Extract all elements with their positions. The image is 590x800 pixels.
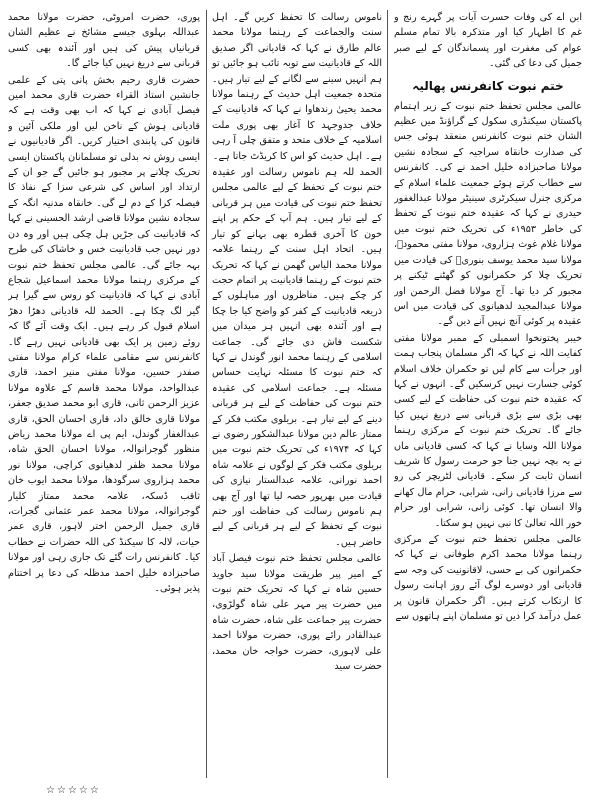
paragraph: عالمی مجلس تحفظ ختم نبوت کے مرکزی رہنما مولانا محمد اکرم طوفانی نے کہا کہ حکمرانوں کی بے حسی، لاقانونیت کی وجہ سے قادیانی اور دوسرے لوگ آئے روز اہانت رسول کا ارتکاب کرتے ہیں۔ اگر حکمران قانون پر عمل درآمد کرا دیں تو مسلمان اپنے ہاتھوں سے — [394, 534, 582, 623]
paragraph: پوری، حضرت امروٹی، حضرت مولانا محمد عبداللہ بہلوی جیسے مشائخ نے عظیم الشان قربانیاں پیش کی ہیں اور آئندہ بھی کسی قربانی سے دریغ نہیں کیا جائے گا۔ — [8, 12, 200, 70]
paragraph: عالمی مجلس تحفظ ختم نبوت کے زیر اہتمام پاکستان سیکنڈری سکول کے گراؤنڈ میں عظیم الشان ختم نبوت کانفرنس منعقد ہوئی جس کی صدارت خانقاہ سراجیہ کے سجادہ نشین مولانا صاحبزادہ خلیل احمد نے کی۔ کانفرنس سے خطاب کرتے ہوئے جمعیت علماء اسلام کے مرکزی جنرل سیکرٹری سینیٹر مولانا عبدالغفور حیدری نے کہا کہ عقیدہ ختم نبوت کے تحفظ کی خاطر ۱۹۵۳ء کی تحریک ختم نبوت میں مولانا غلام غوث ہزاروی، مولانا مفتی محمودؒ، مولانا سید محمد یوسف بنوریؒ کی قیادت میں تحریک چلا کر حکمرانوں کو گھٹنے ٹیکنے پر مجبور کر دیا تھا۔ آج مولانا فضل الرحمن اور مولانا عبدالمجید لدھیانوی کی قیادت میں اس عقیدہ پر کوئی آنچ نہیں آنے دیں گے۔ — [394, 100, 582, 328]
paragraph: ناموس رسالت کا تحفظ کریں گے۔ اہل سنت والجماعت کے رہنما مولانا محمد عالم طارق نے کہا کہ قادیانی اگر صدیق اللہ کے قادیانیت سے توبہ تائب ہو جائیں تو ہم انہیں سینے سے لگانے کے لیے تیار ہیں۔ متحدہ جمعیت اہل حدیث کے رہنما مولانا محمد یحییٰ رندھاوا نے کہا کہ قادیانیت کے خلاف جدوجہد کا آغاز بھی پوری ملت اسلامیہ کے خلاف متحد و متفق چلی آ رہی ہے۔ اہل حدیث کو اس کا کریڈٹ جاتا ہے۔ — [212, 12, 382, 162]
section-heading: ختم نبوت کانفرنس پھالیہ — [412, 78, 564, 93]
column-left — [8, 10, 200, 778]
paragraph: الحمد للہ ہم ناموس رسالت اور عقیدہ ختم نبوت کے تحفظ کے لیے عالمی مجلس تحفظ ختم نبوت کی قیادت میں ہر قربانی کے لیے تیار ہیں۔ ہم آپ کے حکم پر اپنے خون کا آخری قطرہ بھی بہانے کو تیار ہیں۔ اتحاد اہل سنت کے رہنما علامہ مولانا محمد الیاس گھمن نے کہا کہ تحریک ختم نبوت کے رہنما قادیانیت پر اتمام حجت کر چکے ہیں۔ مناظروں اور مباہلوں کے ذریعہ قادیانیت کے کفر کو واضح کیا جا چکا ہے اور آئندہ بھی انہیں ہر میدان میں شکست فاش دی جائے گی۔ جماعت اسلامی کے رہنما محمد انور گوندل نے کہا کہ ختم نبوت کا مسئلہ نہایت حساس مسئلہ ہے۔ جماعت اسلامی کی عقیدہ ختم نبوت کی حفاظت کے لیے ہر قربانی دینے کے لیے تیار ہے۔ بریلوی مکتب فکر کے ممتاز عالم دین مولانا عبدالشکور رضوی نے کہا کہ ۱۹۷۴ء کی تحریک ختم نبوت میں بریلوی مکتب فکر کے لوگوں نے علامہ شاہ احمد نورانی، علامہ عبدالستار نیازی کی قیادت میں بھرپور حصہ لیا تھا اور آج بھی ہم ناموس رسالت کی حفاظت اور ختم نبوت کے تحفظ کے لیے ہر قربانی کے لیے حاضر ہیں۔ — [212, 167, 382, 548]
end-marker-stars: ☆☆☆☆☆ — [46, 785, 101, 796]
paragraph: حضرت قاری رحیم بخش پانی پتی کے علمی جانشین استاد القراء حضرت قاری محمد امین فیصل آبادی نے کہا کہ اب بھی وقت ہے کہ قادیانی ہوش کے ناخن لیں اور ملکی آئین و قانون کی پابندی اختیار کریں۔ اگر قادیانیوں نے ایسی روش نہ بدلی تو مسلمانان پاکستان ایسی تحریک چلانے پر مجبور ہو جائیں گے جو ان کے ارتداد اور اساس کی شرعی سزا کے نفاذ کا فیصلہ کرا کے دم لے گی۔ خانقاہ مدنیہ انگہ کے سجادہ نشین مولانا قاضی ارشد الحسینی نے کہا کہ قادیانیت کی جڑیں ہل چکی ہیں اور وہ دن دور نہیں جب قادیانیت خس و خاشاک کی طرح بہہ جائے گی۔ عالمی مجلس تحفظ ختم نبوت کے مرکزی رہنما مولانا محمد اسماعیل شجاع آبادی نے کہا کہ قادیانیت کو روس سے گیرا ہر گیر لگ چکا ہے۔ الحمد للہ قادیانی دھڑا دھڑ اسلام قبول کر رہے ہیں۔ ایک وقت آئے گا کہ روئے زمین پر ایک بھی قادیانی نہیں رہے گا۔ کانفرنس سے مقامی علماء کرام مولانا مفتی صفدر حسین، مولانا مفتی منیر احمد، قاری عبدالواحد، مولانا محمد قاسم کے علاوہ مولانا عزیز الرحمن ثانی، قاری ابو محمد صدیق جعفر، مولانا قاری خالق داد، قاری احسان الحق، قاری عبدالغفار گوندل، ایم پی اے مولانا محمد ریاض منظور گوجرانوالہ، مولانا احسان الحق شاہ، مولانا محمد ظفر لدھیانوی کراچی، مولانا نور محمد ہزاروی سرگودھا، مولانا محمد ایوب خان ثاقب ڈسکہ، علامہ محمد ممتاز کلیار گوجرانوالہ، مولانا محمد عمر عثمانی گجرات، قاری جمیل الرحمن اختر لاہور، قاری عمر حیات، لالہ کا سیکنڈ کی اللہ حضرات نے خطاب کیا۔ کانفرنس رات گئے تک جاری رہی اور مولانا صاحبزادہ خلیل احمد مدظلہ کی دعا پر اختتام پذیر ہوئی۔ — [8, 74, 200, 595]
paragraph: عالمی مجلس تحفظ ختم نبوت فیصل آباد کے امیر پیر طریقت مولانا سید جاوید حسین شاہ نے کہا کہ تحریک ختم نبوت میں حضرت پیر مہر علی شاہ گولڑوی، حضرت پیر جماعت علی شاہ، حضرت شاہ عبدالقادر رائے پوری، حضرت مولانا احمد علی لاہوری، حضرت خواجہ خان محمد، حضرت سید — [212, 553, 382, 673]
article-columns — [8, 10, 582, 778]
paragraph: خیبر پختونخوا اسمبلی کے ممبر مولانا مفتی کفایت اللہ نے کہا کہ اگر مسلمان پنجاب ہمت اور جرأت سے کام لیں تو حکمران خلاف اسلام کوئی جسارت نہیں کرسکیں گے۔ انہوں نے کہا کہ عقیدہ ختم نبوت کی حفاظت کے لیے کسی بھی بڑی سے بڑی قربانی سے دریغ نہیں کیا جائے گا۔ تحریک ختم نبوت کے مرکزی رہنما مولانا اللہ وسایا نے کہا کہ کسی قادیانی ماں نے یہ بچہ نہیں جنا جو حرمت رسول کا شریف انسان ثابت کر سکے۔ قادیانی لٹریچر کی رو سے مرزا قادیانی زانی، شرابی، حرام مال کھانے والا انسان تھا۔ کوئی زانی، شرابی اور حرام خور اللہ تعالیٰ کا نبی نہیں ہو سکتا۔ — [394, 332, 582, 529]
column-middle — [206, 10, 388, 778]
paragraph: ابن اے کی وفات حسرت آیات پر گہرے رنج و غم کا اظہار کیا اور متذکرہ بالا تمام مسلم عوام کی مغفرت اور پسماندگان کے لیے صبر جمیل کی دعا کی گئی۔ — [394, 12, 582, 70]
column-right — [394, 10, 582, 778]
